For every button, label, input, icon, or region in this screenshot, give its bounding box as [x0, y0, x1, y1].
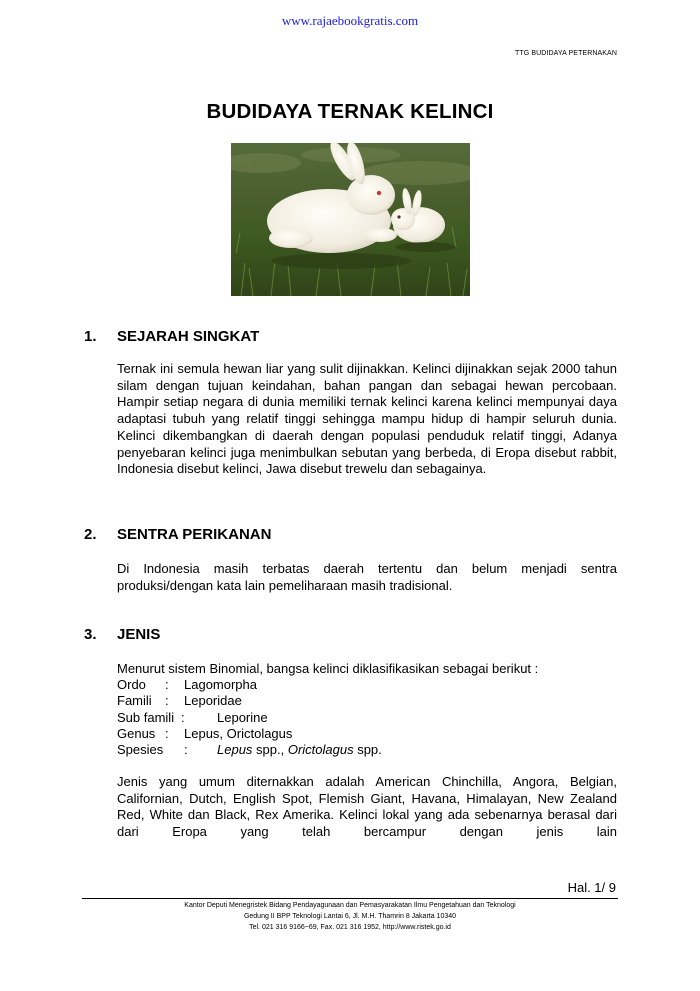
section-heading-text: SENTRA PERIKANAN — [117, 526, 272, 543]
section-number: 2. — [84, 526, 97, 543]
footer-line-1: Kantor Deputi Menegristek Bidang Pendayagunaan dan Pemasyarakatan Ilmu Pengetahuan dan Teknologi — [184, 902, 516, 909]
classification-label: Ordo — [117, 677, 146, 693]
classification-ordo — [117, 677, 538, 693]
species-spp: spp. — [353, 742, 382, 758]
source-url[interactable]: www.rajaebookgratis.com — [281, 13, 419, 28]
footer-line-3: Tel. 021 316 9166~69, Fax. 021 316 1952, http://www.ristek.go.id — [249, 924, 451, 931]
classification-sep: : — [165, 677, 169, 693]
classification-label: Spesies — [117, 742, 164, 758]
classification-sep: : — [165, 725, 169, 741]
classification-label: Sub famili — [117, 709, 175, 725]
species-genus-lepus: Lepus — [217, 742, 253, 758]
running-head: TTG BUDIDAYA PETERNAKAN — [514, 50, 617, 57]
section-1-text: Ternak ini semula hewan liar yang sulit dijinakkan. Kelinci dijinakkan sejak 2000 tahun silam dengan tujuan keindahan, bahan pangan dan sebagai hewan percobaan. Hampir setiap negara di dunia memiliki ternak kelinci karena kelinci mempunyai daya adaptasi tubuh yang relatif tinggi sehingga mampu hidup di hampir seluruh dunia. Kelinci dikembangkan di daerah dengan populasi penduduk relatif tinggi, Adanya penyebaran kelinci juga menimbulkan sebutan yang berbeda, di Eropa disebut rabbit, Indonesia disebut kelinci, Jawa disebut trewelu dan sebagainya. — [117, 361, 617, 477]
classification-label: Famili — [117, 693, 152, 709]
section-2-text: Di Indonesia masih terbatas daerah tertentu dan belum menjadi sentra produksi/dengan kata lain pemeliharaan masih tradisional. — [117, 561, 617, 593]
species-genus-orictolagus: Orictolagus — [287, 742, 354, 758]
classification-spesies — [117, 742, 538, 758]
classification-subfamili — [117, 710, 538, 726]
section-1-heading — [84, 328, 259, 345]
classification-value: Lagomorpha — [184, 677, 257, 693]
section-number: 1. — [84, 328, 97, 345]
classification-famili — [117, 693, 538, 709]
section-3-heading — [84, 626, 160, 643]
footer-divider — [82, 898, 618, 899]
classification-block — [117, 661, 538, 758]
section-2-heading — [84, 526, 271, 543]
classification-genus — [117, 726, 538, 742]
species-spp: spp., — [252, 742, 288, 758]
page-number: Hal. 1/ 9 — [567, 880, 616, 895]
classification-sep: : — [181, 709, 185, 725]
section-heading-text: JENIS — [117, 626, 161, 643]
section-heading-text: SEJARAH SINGKAT — [117, 328, 260, 345]
section-3-text: Jenis yang umum diternakkan adalah American Chinchilla, Angora, Belgian, Californian, Dutch, English Spot, Flemish Giant, Havana, Himalayan, New Zealand Red, White dan Black, Rex Amerika. Kelinci lokal yang ada sebenarnya berasal dari dari Eropa yang telah bercampur dengan jenis lain — [117, 774, 617, 840]
classification-sep: : — [165, 693, 169, 709]
document-title: BUDIDAYA TERNAK KELINCI — [206, 100, 494, 123]
section-number: 3. — [84, 626, 97, 643]
classification-value: Leporidae — [184, 693, 242, 709]
classification-sep: : — [184, 742, 188, 758]
classification-label: Genus — [117, 725, 156, 741]
classification-value: Leporine — [217, 709, 268, 725]
classification-value: Lepus, Orictolagus — [184, 725, 293, 741]
rabbits-photo — [231, 143, 470, 296]
classification-intro: Menurut sistem Binomial, bangsa kelinci diklasifikasikan sebagai berikut : — [117, 661, 539, 676]
footer-line-2: Gedung II BPP Teknologi Lantai 6, Jl. M.H. Thamrin 8 Jakarta 10340 — [243, 913, 457, 920]
